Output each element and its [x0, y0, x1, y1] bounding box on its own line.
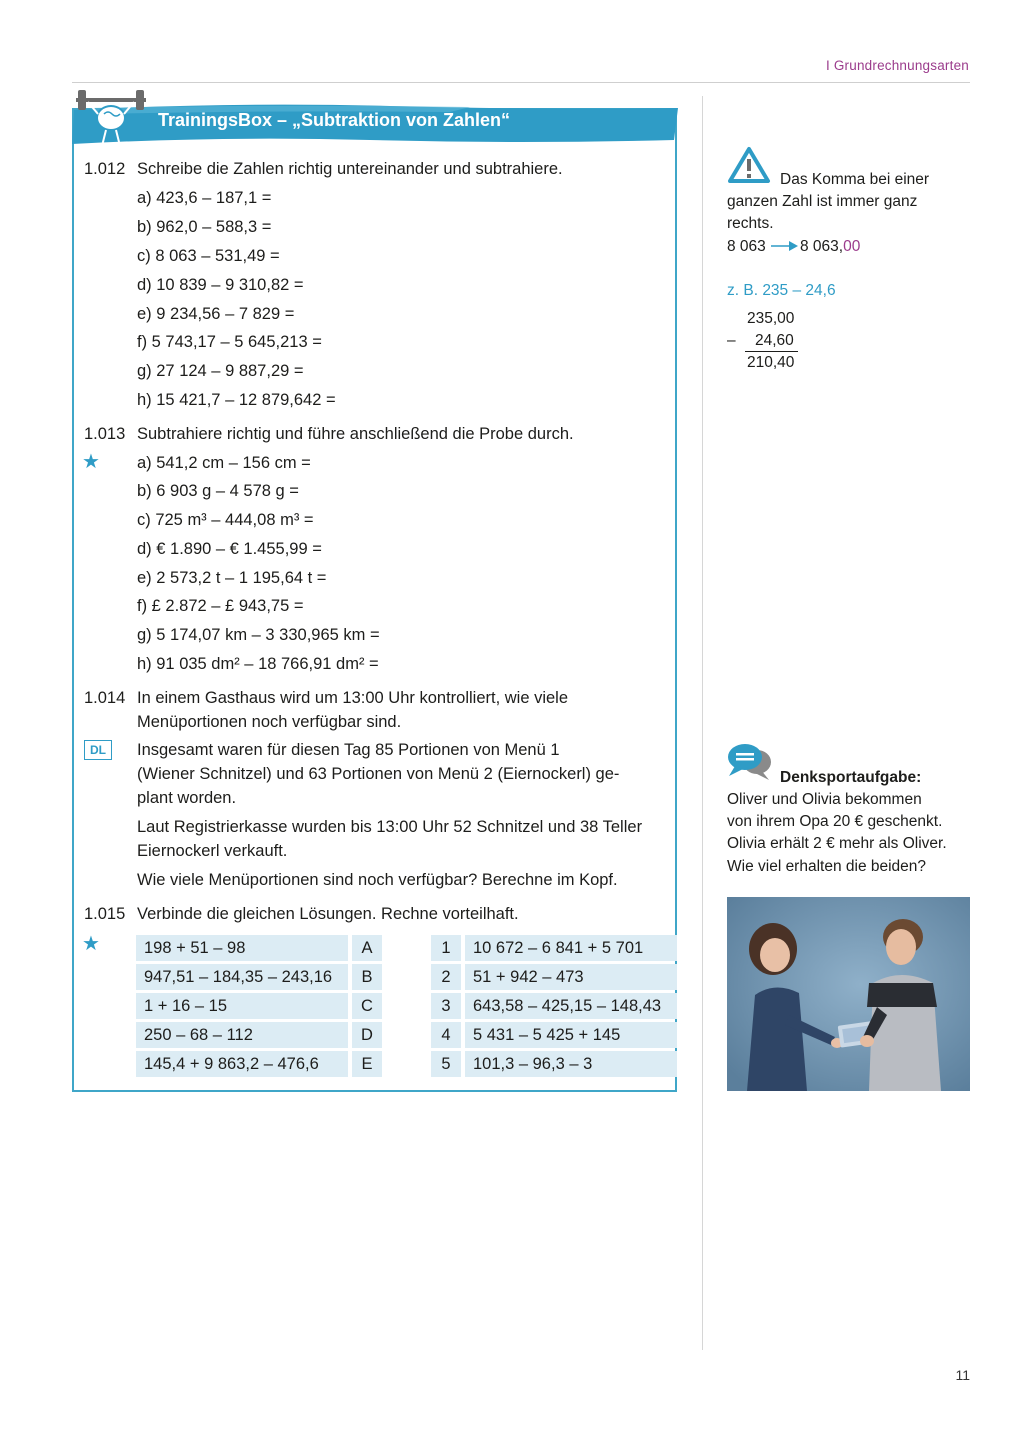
- speech-bubble-icon: [727, 742, 773, 782]
- exercise-text: Laut Registrierkasse wurden bis 13:00 Uhr 52 Schnitzel und 38 Teller: [137, 818, 643, 836]
- arrow-right-icon: [771, 240, 799, 252]
- warning-text: ganzen Zahl ist immer ganz: [727, 193, 918, 210]
- example-minus: –: [727, 332, 736, 349]
- table-cell: 51 + 942 – 473: [465, 964, 677, 990]
- exercise-item: a) 541,2 cm – 156 cm =: [137, 454, 311, 472]
- exercise-item: e) 9 234,56 – 7 829 =: [137, 305, 295, 323]
- warning-example-number: 8 063,: [800, 238, 844, 255]
- star-icon: ★: [82, 451, 100, 473]
- warning-triangle-icon: [727, 146, 771, 184]
- exercise-item: b) 962,0 – 588,3 =: [137, 218, 272, 236]
- exercise-number: 1.015: [84, 905, 126, 923]
- exercise-item: h) 91 035 dm² – 18 766,91 dm² =: [137, 655, 379, 673]
- table-cell: A: [352, 935, 382, 961]
- exercise-item: d) € 1.890 – € 1.455,99 =: [137, 540, 322, 558]
- exercise-item: e) 2 573,2 t – 1 195,64 t =: [137, 569, 327, 587]
- example-result: 210,40: [747, 354, 795, 371]
- table-row: [136, 1051, 382, 1077]
- table-row: [136, 935, 382, 961]
- exercise-item: c) 725 m³ – 444,08 m³ =: [137, 511, 314, 529]
- exercise-number: 1.013: [84, 425, 126, 443]
- puzzle-text: Oliver und Olivia bekommen: [727, 791, 922, 808]
- children-money-photo: [727, 897, 970, 1091]
- table-cell: 2: [431, 964, 461, 990]
- exercise-item: a) 423,6 – 187,1 =: [137, 189, 272, 207]
- column-divider: [702, 96, 703, 1350]
- page-number: 11: [955, 1367, 970, 1383]
- matching-table-right: [431, 932, 677, 1080]
- trainingsbox-title: TrainingsBox – „Subtraktion von Zahlen“: [158, 110, 511, 130]
- exercise-item: b) 6 903 g – 4 578 g =: [137, 482, 299, 500]
- exercise-text: (Wiener Schnitzel) und 63 Portionen von Menü 2 (Eiernockerl) ge-: [137, 765, 620, 783]
- example-label: z. B. 235 – 24,6: [727, 282, 836, 299]
- warning-text: Das Komma bei einer: [780, 171, 930, 188]
- exercise-item: f) 5 743,17 – 5 645,213 =: [137, 333, 322, 351]
- exercise-number: 1.014: [84, 689, 126, 707]
- exercise-item: g) 27 124 – 9 887,29 =: [137, 362, 304, 380]
- table-row: [431, 935, 677, 961]
- warning-text: rechts.: [727, 215, 774, 232]
- table-row: [431, 964, 677, 990]
- warning-example-right: [800, 236, 860, 258]
- table-cell: D: [352, 1022, 382, 1048]
- exercise-text: Eiernockerl verkauft.: [137, 842, 288, 860]
- star-icon: ★: [82, 933, 100, 955]
- table-cell: C: [352, 993, 382, 1019]
- table-cell: 1 + 16 – 15: [136, 993, 348, 1019]
- table-row: [136, 1022, 382, 1048]
- exercise-item: c) 8 063 – 531,49 =: [137, 247, 280, 265]
- exercise-instruction: Subtrahiere richtig und führe anschließend die Probe durch.: [137, 425, 574, 443]
- table-cell: 1: [431, 935, 461, 961]
- download-badge: DL: [84, 740, 112, 760]
- chapter-title: I Grundrechnungsarten: [825, 58, 969, 73]
- table-cell: E: [352, 1051, 382, 1077]
- table-cell: 145,4 + 9 863,2 – 476,6: [136, 1051, 348, 1077]
- exercise-text: Wie viele Menüportionen sind noch verfügbar? Berechne im Kopf.: [137, 871, 618, 889]
- exercise-item: g) 5 174,07 km – 3 330,965 km =: [137, 626, 380, 644]
- table-cell: 4: [431, 1022, 461, 1048]
- puzzle-title: Denksportaufgabe:: [780, 769, 922, 786]
- exercise-text: In einem Gasthaus wird um 13:00 Uhr kontrolliert, wie viele: [137, 689, 569, 707]
- example-row: 235,00: [747, 310, 795, 327]
- table-row: [136, 993, 382, 1019]
- puzzle-text: von ihrem Opa 20 € geschenkt.: [727, 813, 943, 830]
- warning-example-zeros: 00: [843, 238, 861, 255]
- example-row: 24,60: [755, 332, 794, 349]
- table-row: [431, 1051, 677, 1077]
- table-cell: 101,3 – 96,3 – 3: [465, 1051, 677, 1077]
- exercise-instruction: Verbinde die gleichen Lösungen. Rechne vorteilhaft.: [137, 905, 519, 923]
- table-cell: 10 672 – 6 841 + 5 701: [465, 935, 677, 961]
- table-cell: 947,51 – 184,35 – 243,16: [136, 964, 348, 990]
- exercise-item: f) £ 2.872 – £ 943,75 =: [137, 597, 304, 615]
- exercise-item: h) 15 421,7 – 12 879,642 =: [137, 391, 336, 409]
- table-row: [136, 964, 382, 990]
- exercise-item: d) 10 839 – 9 310,82 =: [137, 276, 304, 294]
- weightlifting-brain-icon: [74, 86, 148, 150]
- matching-table-left: [136, 932, 382, 1080]
- exercise-text: Menüportionen noch verfügbar sind.: [137, 713, 402, 731]
- table-row: [431, 993, 677, 1019]
- exercise-number: 1.012: [84, 160, 126, 178]
- exercise-instruction: Schreibe die Zahlen richtig untereinander und subtrahiere.: [137, 160, 563, 178]
- table-cell: B: [352, 964, 382, 990]
- table-row: [431, 1022, 677, 1048]
- table-cell: 3: [431, 993, 461, 1019]
- exercise-text: plant worden.: [137, 789, 237, 807]
- puzzle-text: Olivia erhält 2 € mehr als Oliver.: [727, 835, 947, 852]
- table-cell: 643,58 – 425,15 – 148,43: [465, 993, 677, 1019]
- warning-example-left: 8 063: [727, 238, 766, 255]
- exercise-text: Insgesamt waren für diesen Tag 85 Portionen von Menü 1: [137, 741, 560, 759]
- puzzle-text: Wie viel erhalten die beiden?: [727, 858, 927, 875]
- table-cell: 250 – 68 – 112: [136, 1022, 348, 1048]
- table-cell: 5 431 – 5 425 + 145: [465, 1022, 677, 1048]
- table-cell: 198 + 51 – 98: [136, 935, 348, 961]
- table-cell: 5: [431, 1051, 461, 1077]
- header-divider: [72, 82, 970, 83]
